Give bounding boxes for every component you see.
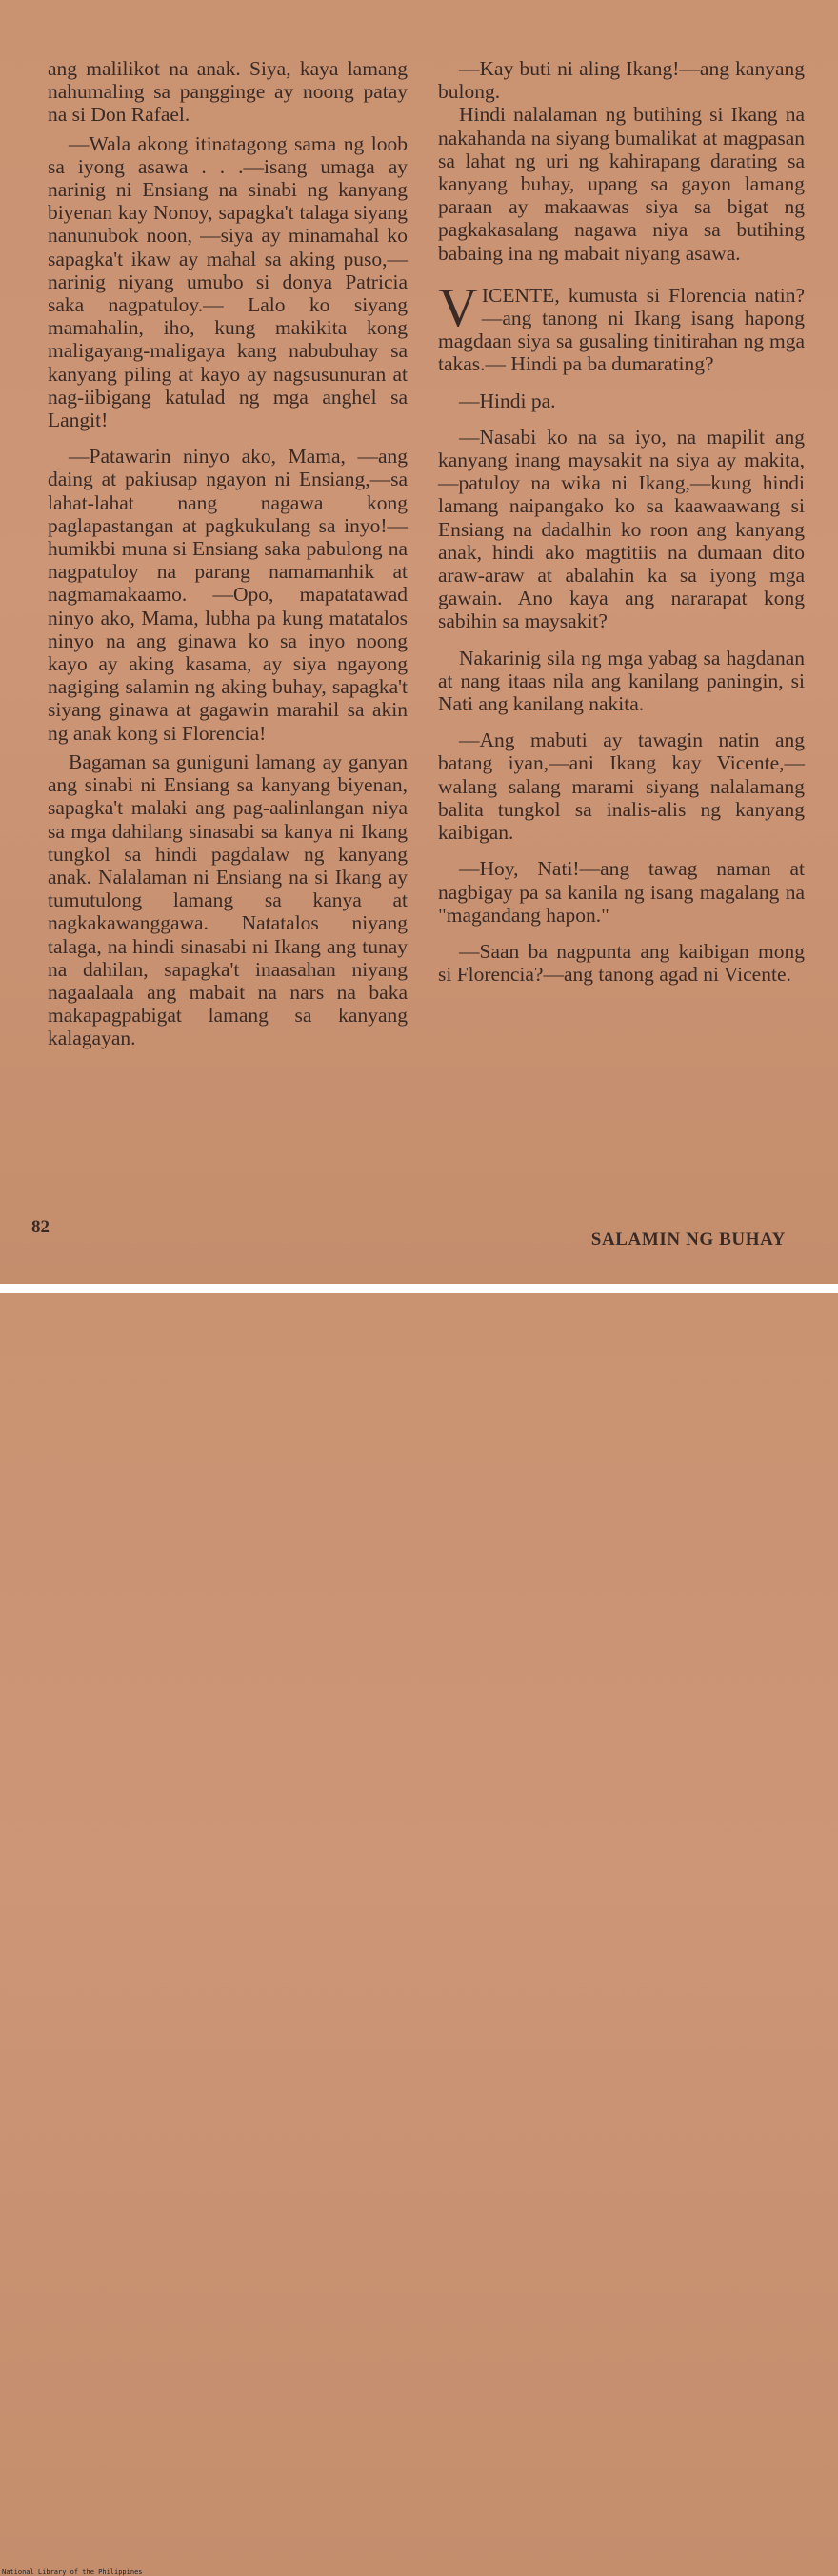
body-paragraph: Bagaman sa guniguni lamang ay ganyan ang sinabi ni Ensiang sa kanyang biyenan, sapagka't malaki ang pag-aalinlangan niya sa mga dahilang sinasabi sa kanya ni Ikang tungkol sa hindi pagdalaw ng kanyang anak. Nalalaman ni Ensiang na si Ikang ay tumutulong lamang sa kanya at nagkakawanggawa. Natatalos niyang talaga, na hindi sinasabi ni Ikang ang tunay na dahilan, sapagka't inaasahan niyang nagaalaala ang mabait na nars na baka makapagpabigat lamang sa kanyang kalagayan. [48,749,408,1050]
body-paragraph: —Kay buti ni aling Ikang!—ang kanyang bulong. [438,57,805,104]
body-paragraph: —Nasabi ko na sa iyo, na mapilit ang kanyang inang maysakit na siya ay makita,—patuloy na wika ni Ikang,—kung hindi lamang naipangako ko sa kaawaawang si Ensiang na dadalhin ko roon ang kanyang anak, hindi ako magtitiis na dumaan dito araw-araw at abalahin ka sa iyong mga gawain. Ano kaya ang nararapat kong sabihin sa maysakit? [438,425,805,633]
magazine-page [0,0,838,1284]
body-paragraph: —Patawarin ninyo ako, Mama, —ang daing at pakiusap ngayon ni Ensiang,—sa lahat-lahat nang nagawa kong paglapastangan at pagkukulang sa inyo!—humikbi muna si Ensiang saka pabulong na nagpatuloy na parang namamanhik at nagmamakaamo. —Opo, mapatatawad ninyo ako, Mama, lubha pa kung matatalos ninyo na ang ginawa ko sa inyo noong kayo ay aking kasama, ay siya ngayong nagiging salamin ng aking buhay, sapagka't siyang ginawa at gagawin marahil sa akin ng anak kong si Florencia! [48,445,408,745]
left-column [48,57,408,1050]
drop-cap-letter: V [438,275,478,338]
body-paragraph: —Hindi pa. [459,389,556,412]
right-column [438,57,805,986]
running-title: SALAMIN NG BUHAY [590,1229,786,1249]
section-opening-paragraph [438,275,805,376]
body-paragraph: —Wala akong itinatagong sama ng loob sa iyong asawa . . .—isang umaga ay narinig ni Ensiang na sinabi ng kanyang biyenan kay Nonoy, sapagka't talaga siyang nanunubok noon, —siya ay minamahal ko sapagka't ikaw ay mahal sa aking puso,—narinig niyang umubo si donya Patricia saka nagpatuloy.— Lalo ko siyang mamahalin, iho, kung makikita kong maligayang-maligaya kang nabubuhay sa kanyang piling at kayo ay nagsusunuran at nag-iibigang katulad ng mga anghel sa Langit! [48,131,408,432]
page-number: 82 [31,1217,50,1237]
scan-credit-strip [0,1284,838,2576]
drop-cap-paragraph-text: ICENTE, kumusta si Florencia natin?—ang tanong ni Ikang isang hapong magdaan siya sa gusaling tinitirahan ng mga takas.— Hindi pa ba dumarating? [438,283,805,376]
body-paragraph: Hindi nalalaman ng butihing si Ikang na nakahanda na siyang bumalikat at magpasan sa lahat ng uri ng kahirapang darating sa kanyang buhay, upang sa gayon lamang paraan ay makaawas siya sa bigat ng pagkakasalang nagawa niya sa butihing babaing ina ng mabait niyang asawa. [438,103,805,265]
body-paragraph: —Saan ba nagpunta ang kaibigan mong si Florencia?—ang tanong agad ni Vicente. [438,939,805,987]
body-paragraph: —Ang mabuti ay tawagin natin ang batang iyan,—ani Ikang kay Vicente,—walang salang marami siyang nalalamang balita tungkol sa inalis-alis ng kanyang kaibigan. [438,729,805,845]
scan-credit-text: National Library of the Philippines [2,2568,143,2576]
body-paragraph: —Hoy, Nati!—ang tawag naman at nagbigay pa sa kanila ng isang magalang na "magandang hapon." [438,857,805,927]
body-paragraph: Nakarinig sila ng mga yabag sa hagdanan at nang itaas nila ang kanilang paningin, si Nati ang kanilang nakita. [438,646,805,716]
body-paragraph: ang malilikot na anak. Siya, kaya lamang nahumaling sa pangginge ay noong patay na si Don Rafael. [48,57,408,127]
